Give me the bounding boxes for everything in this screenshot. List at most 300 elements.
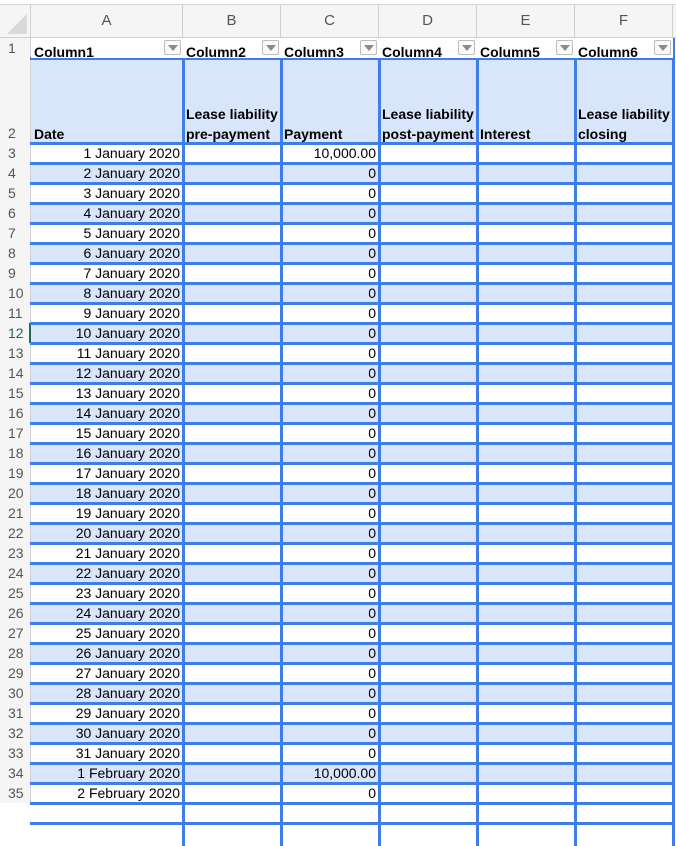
empty-cell[interactable] xyxy=(575,443,673,463)
table-gridline xyxy=(672,38,675,846)
empty-cell[interactable] xyxy=(477,323,575,343)
table-gridline xyxy=(30,522,675,525)
empty-cell[interactable] xyxy=(477,583,575,603)
empty-cell[interactable] xyxy=(379,323,477,343)
date-cell[interactable]: 29 January 2020 xyxy=(31,703,183,723)
empty-cell[interactable] xyxy=(183,463,281,483)
empty-cell[interactable] xyxy=(477,223,575,243)
date-cell[interactable]: 18 January 2020 xyxy=(31,483,183,503)
empty-cell[interactable] xyxy=(477,423,575,443)
empty-cell[interactable] xyxy=(379,263,477,283)
empty-cell[interactable] xyxy=(575,183,673,203)
empty-cell[interactable] xyxy=(575,523,673,543)
payment-cell[interactable]: 0 xyxy=(281,483,379,503)
table-header-label: Column5 xyxy=(480,44,540,58)
table-header-label: Column3 xyxy=(284,44,344,58)
field-label-cell[interactable] xyxy=(281,58,379,143)
field-label-cell[interactable] xyxy=(477,58,575,143)
payment-cell[interactable]: 0 xyxy=(281,323,379,343)
empty-cell[interactable] xyxy=(575,663,673,683)
empty-cell[interactable] xyxy=(379,203,477,223)
row-header[interactable]: 25 xyxy=(0,583,31,603)
empty-cell[interactable] xyxy=(575,623,673,643)
empty-cell[interactable] xyxy=(379,563,477,583)
payment-cell[interactable]: 0 xyxy=(281,683,379,703)
empty-cell[interactable] xyxy=(379,623,477,643)
date-cell[interactable]: 15 January 2020 xyxy=(31,423,183,443)
table-gridline xyxy=(30,722,675,725)
empty-cell[interactable] xyxy=(379,603,477,623)
date-cell[interactable]: 8 January 2020 xyxy=(31,283,183,303)
row-header[interactable]: 2 xyxy=(0,58,31,143)
row-header[interactable]: 35 xyxy=(0,783,31,803)
table-gridline xyxy=(30,742,675,745)
empty-cell[interactable] xyxy=(477,763,575,783)
table-header-cell[interactable] xyxy=(379,38,477,58)
select-all-triangle-icon xyxy=(7,14,27,34)
empty-cell[interactable] xyxy=(379,723,477,743)
payment-cell[interactable]: 0 xyxy=(281,283,379,303)
empty-cell[interactable] xyxy=(575,563,673,583)
empty-cell[interactable] xyxy=(575,763,673,783)
table-gridline xyxy=(182,38,185,846)
row-header[interactable]: 33 xyxy=(0,743,31,763)
empty-cell[interactable] xyxy=(379,303,477,323)
empty-cell[interactable] xyxy=(477,703,575,723)
table-header-cell[interactable] xyxy=(575,38,673,58)
empty-cell[interactable] xyxy=(477,283,575,303)
table-gridline xyxy=(30,582,675,585)
empty-cell[interactable] xyxy=(379,363,477,383)
empty-cell[interactable] xyxy=(477,663,575,683)
payment-cell[interactable]: 0 xyxy=(281,743,379,763)
date-cell[interactable]: 21 January 2020 xyxy=(31,543,183,563)
date-cell[interactable]: 4 January 2020 xyxy=(31,203,183,223)
empty-cell[interactable] xyxy=(379,503,477,523)
payment-cell[interactable]: 0 xyxy=(281,603,379,623)
payment-cell[interactable]: 0 xyxy=(281,183,379,203)
empty-cell[interactable] xyxy=(379,683,477,703)
table-header-label: Column4 xyxy=(382,44,442,58)
date-cell[interactable]: 3 January 2020 xyxy=(31,183,183,203)
row-header[interactable]: 29 xyxy=(0,663,31,683)
empty-cell[interactable] xyxy=(477,683,575,703)
row-header[interactable]: 19 xyxy=(0,463,31,483)
empty-cell[interactable] xyxy=(183,203,281,223)
empty-cell[interactable] xyxy=(477,543,575,563)
field-label-cell[interactable] xyxy=(183,58,281,143)
empty-cell[interactable] xyxy=(575,363,673,383)
empty-cell[interactable] xyxy=(183,483,281,503)
empty-cell[interactable] xyxy=(575,243,673,263)
column-header-d[interactable]: D xyxy=(379,5,477,37)
payment-cell[interactable]: 0 xyxy=(281,643,379,663)
empty-cell[interactable] xyxy=(183,243,281,263)
empty-cell[interactable] xyxy=(575,703,673,723)
table-gridline xyxy=(30,782,675,785)
empty-cell[interactable] xyxy=(379,403,477,423)
empty-cell[interactable] xyxy=(477,383,575,403)
empty-cell[interactable] xyxy=(477,743,575,763)
row-header[interactable]: 7 xyxy=(0,223,31,243)
empty-cell[interactable] xyxy=(575,283,673,303)
empty-cell[interactable] xyxy=(183,443,281,463)
empty-cell[interactable] xyxy=(183,283,281,303)
column-header-a[interactable]: A xyxy=(31,5,183,37)
empty-cell[interactable] xyxy=(379,183,477,203)
payment-cell[interactable]: 0 xyxy=(281,423,379,443)
empty-cell[interactable] xyxy=(575,203,673,223)
table-gridline xyxy=(30,802,675,805)
empty-cell[interactable] xyxy=(477,203,575,223)
payment-cell[interactable]: 0 xyxy=(281,383,379,403)
date-cell[interactable]: 31 January 2020 xyxy=(31,743,183,763)
empty-cell[interactable] xyxy=(575,383,673,403)
empty-cell[interactable] xyxy=(379,143,477,163)
empty-cell[interactable] xyxy=(477,183,575,203)
empty-cell[interactable] xyxy=(183,403,281,423)
payment-cell[interactable]: 0 xyxy=(281,363,379,383)
field-label-cell[interactable] xyxy=(575,58,673,143)
empty-cell[interactable] xyxy=(379,223,477,243)
empty-cell[interactable] xyxy=(379,383,477,403)
empty-cell[interactable] xyxy=(477,463,575,483)
table-gridline xyxy=(30,262,675,265)
payment-cell[interactable]: 0 xyxy=(281,343,379,363)
table-gridline xyxy=(30,402,675,405)
empty-cell[interactable] xyxy=(477,783,575,803)
date-cell[interactable]: 9 January 2020 xyxy=(31,303,183,323)
payment-cell[interactable]: 0 xyxy=(281,523,379,543)
date-cell[interactable]: 27 January 2020 xyxy=(31,663,183,683)
payment-cell[interactable]: 10,000.00 xyxy=(281,763,379,783)
payment-cell[interactable]: 0 xyxy=(281,663,379,683)
table-gridline xyxy=(30,362,675,365)
empty-cell[interactable] xyxy=(575,603,673,623)
empty-cell[interactable] xyxy=(575,683,673,703)
table-header-cell[interactable] xyxy=(183,38,281,58)
empty-cell[interactable] xyxy=(477,623,575,643)
row-header[interactable]: 17 xyxy=(0,423,31,443)
empty-cell[interactable] xyxy=(379,163,477,183)
row-header[interactable]: 12 xyxy=(0,323,31,343)
empty-cell[interactable] xyxy=(379,443,477,463)
empty-cell[interactable] xyxy=(183,783,281,803)
empty-cell[interactable] xyxy=(575,503,673,523)
empty-cell[interactable] xyxy=(575,463,673,483)
empty-cell[interactable] xyxy=(575,483,673,503)
filter-dropdown-icon[interactable] xyxy=(458,40,475,55)
table-gridline xyxy=(30,562,675,565)
empty-cell[interactable] xyxy=(183,683,281,703)
filter-dropdown-icon[interactable] xyxy=(164,40,181,55)
payment-cell[interactable]: 0 xyxy=(281,203,379,223)
empty-cell[interactable] xyxy=(477,263,575,283)
date-cell[interactable]: 26 January 2020 xyxy=(31,643,183,663)
table-gridline xyxy=(30,222,675,225)
row-header[interactable]: 10 xyxy=(0,283,31,303)
table-gridline xyxy=(30,702,675,705)
empty-cell[interactable] xyxy=(183,163,281,183)
empty-cell[interactable] xyxy=(575,263,673,283)
empty-cell[interactable] xyxy=(477,643,575,663)
empty-cell[interactable] xyxy=(183,223,281,243)
empty-cell[interactable] xyxy=(575,583,673,603)
row-header[interactable]: 13 xyxy=(0,343,31,363)
empty-cell[interactable] xyxy=(379,463,477,483)
date-cell[interactable]: 24 January 2020 xyxy=(31,603,183,623)
row-header[interactable]: 32 xyxy=(0,723,31,743)
field-label-cell[interactable] xyxy=(379,58,477,143)
empty-cell[interactable] xyxy=(379,743,477,763)
row-header[interactable]: 23 xyxy=(0,543,31,563)
table-gridline xyxy=(30,442,675,445)
date-cell[interactable]: 11 January 2020 xyxy=(31,343,183,363)
empty-cell[interactable] xyxy=(575,743,673,763)
date-cell[interactable]: 5 January 2020 xyxy=(31,223,183,243)
row-header[interactable]: 18 xyxy=(0,443,31,463)
payment-cell[interactable]: 0 xyxy=(281,623,379,643)
row-header[interactable]: 16 xyxy=(0,403,31,423)
date-cell[interactable]: 1 February 2020 xyxy=(31,763,183,783)
table-header-label: Column6 xyxy=(578,44,638,58)
table-gridline xyxy=(280,38,283,846)
table-gridline xyxy=(30,422,675,425)
table-gridline xyxy=(30,142,675,145)
date-cell[interactable]: 17 January 2020 xyxy=(31,463,183,483)
empty-cell[interactable] xyxy=(477,363,575,383)
empty-cell[interactable] xyxy=(575,143,673,163)
empty-cell[interactable] xyxy=(575,723,673,743)
empty-cell[interactable] xyxy=(477,163,575,183)
empty-cell[interactable] xyxy=(183,183,281,203)
row-header[interactable]: 22 xyxy=(0,523,31,543)
table-header-cell[interactable] xyxy=(477,38,575,58)
empty-cell[interactable] xyxy=(575,403,673,423)
payment-cell[interactable]: 0 xyxy=(281,583,379,603)
row-header[interactable]: 1 xyxy=(0,38,31,58)
row-header[interactable]: 24 xyxy=(0,563,31,583)
empty-cell[interactable] xyxy=(183,143,281,163)
empty-cell[interactable] xyxy=(575,783,673,803)
date-cell[interactable]: 6 January 2020 xyxy=(31,243,183,263)
empty-cell[interactable] xyxy=(477,443,575,463)
payment-cell[interactable]: 0 xyxy=(281,443,379,463)
empty-cell[interactable] xyxy=(183,323,281,343)
empty-cell[interactable] xyxy=(575,323,673,343)
row-header[interactable]: 27 xyxy=(0,623,31,643)
date-cell[interactable]: 7 January 2020 xyxy=(31,263,183,283)
date-cell[interactable]: 23 January 2020 xyxy=(31,583,183,603)
column-header-b[interactable]: B xyxy=(183,5,281,37)
empty-cell[interactable] xyxy=(477,603,575,623)
filter-dropdown-icon[interactable] xyxy=(262,40,279,55)
filter-dropdown-icon[interactable] xyxy=(360,40,377,55)
empty-cell[interactable] xyxy=(183,343,281,363)
row-header[interactable]: 5 xyxy=(0,183,31,203)
table-gridline xyxy=(30,762,675,765)
table-header-cell[interactable] xyxy=(281,38,379,58)
empty-cell[interactable] xyxy=(477,143,575,163)
empty-cell[interactable] xyxy=(477,243,575,263)
table-gridline xyxy=(30,662,675,665)
payment-cell[interactable]: 0 xyxy=(281,403,379,423)
field-label: Lease liability pre-payment xyxy=(186,106,278,142)
payment-cell[interactable]: 0 xyxy=(281,783,379,803)
row-header[interactable]: 21 xyxy=(0,503,31,523)
date-cell[interactable]: 2 February 2020 xyxy=(31,783,183,803)
date-cell[interactable]: 28 January 2020 xyxy=(31,683,183,703)
row-header[interactable]: 6 xyxy=(0,203,31,223)
row-header[interactable]: 20 xyxy=(0,483,31,503)
empty-cell[interactable] xyxy=(379,243,477,263)
empty-cell[interactable] xyxy=(183,703,281,723)
empty-cell[interactable] xyxy=(183,763,281,783)
payment-cell[interactable]: 0 xyxy=(281,503,379,523)
payment-cell[interactable]: 0 xyxy=(281,243,379,263)
empty-cell[interactable] xyxy=(379,663,477,683)
empty-cell[interactable] xyxy=(477,303,575,323)
empty-cell[interactable] xyxy=(183,423,281,443)
empty-cell[interactable] xyxy=(379,703,477,723)
table-gridline xyxy=(30,482,675,485)
field-label: Lease liability post-payment xyxy=(382,106,474,142)
date-cell[interactable]: 2 January 2020 xyxy=(31,163,183,183)
empty-cell[interactable] xyxy=(379,783,477,803)
column-header-bar xyxy=(0,5,676,38)
select-all-corner[interactable] xyxy=(0,5,31,37)
payment-cell[interactable]: 0 xyxy=(281,223,379,243)
date-cell[interactable]: 10 January 2020 xyxy=(31,323,183,343)
empty-cell[interactable] xyxy=(183,503,281,523)
table-header-cell[interactable] xyxy=(31,38,183,58)
date-cell[interactable]: 20 January 2020 xyxy=(31,523,183,543)
date-cell[interactable]: 22 January 2020 xyxy=(31,563,183,583)
payment-cell[interactable]: 0 xyxy=(281,163,379,183)
row-header[interactable]: 9 xyxy=(0,263,31,283)
empty-cell[interactable] xyxy=(183,303,281,323)
field-label: Payment xyxy=(284,126,343,142)
empty-cell[interactable] xyxy=(379,543,477,563)
empty-cell[interactable] xyxy=(575,163,673,183)
payment-cell[interactable]: 0 xyxy=(281,463,379,483)
table-gridline xyxy=(30,642,675,645)
row-header[interactable]: 28 xyxy=(0,643,31,663)
row-header[interactable]: 30 xyxy=(0,683,31,703)
empty-cell[interactable] xyxy=(575,223,673,243)
empty-cell[interactable] xyxy=(183,263,281,283)
empty-cell[interactable] xyxy=(183,603,281,623)
field-label: Interest xyxy=(480,126,531,142)
empty-cell[interactable] xyxy=(183,723,281,743)
date-cell[interactable]: 25 January 2020 xyxy=(31,623,183,643)
row-header[interactable]: 15 xyxy=(0,383,31,403)
empty-cell[interactable] xyxy=(183,643,281,663)
column-header-f[interactable]: F xyxy=(575,5,673,37)
column-header-c[interactable]: C xyxy=(281,5,379,37)
empty-cell[interactable] xyxy=(379,583,477,603)
empty-cell[interactable] xyxy=(183,563,281,583)
empty-cell[interactable] xyxy=(477,343,575,363)
empty-cell[interactable] xyxy=(477,523,575,543)
empty-cell[interactable] xyxy=(183,583,281,603)
table-gridline xyxy=(30,622,675,625)
date-cell[interactable]: 30 January 2020 xyxy=(31,723,183,743)
payment-cell[interactable]: 0 xyxy=(281,303,379,323)
payment-cell[interactable]: 10,000.00 xyxy=(281,143,379,163)
date-cell[interactable]: 1 January 2020 xyxy=(31,143,183,163)
table-gridline xyxy=(30,462,675,465)
empty-cell[interactable] xyxy=(183,383,281,403)
empty-cell[interactable] xyxy=(477,403,575,423)
table-gridline xyxy=(30,602,675,605)
date-cell[interactable]: 12 January 2020 xyxy=(31,363,183,383)
table-gridline xyxy=(30,822,675,825)
field-label: Date xyxy=(34,126,65,142)
empty-cell[interactable] xyxy=(477,503,575,523)
empty-cell[interactable] xyxy=(183,623,281,643)
date-cell[interactable]: 14 January 2020 xyxy=(31,403,183,423)
table-gridline xyxy=(476,38,479,846)
table-gridline xyxy=(30,342,675,345)
row-header[interactable]: 34 xyxy=(0,763,31,783)
payment-cell[interactable]: 0 xyxy=(281,703,379,723)
field-label-cell[interactable] xyxy=(31,58,183,143)
empty-cell[interactable] xyxy=(183,743,281,763)
row-header[interactable]: 31 xyxy=(0,703,31,723)
empty-cell[interactable] xyxy=(183,523,281,543)
empty-cell[interactable] xyxy=(379,763,477,783)
empty-cell[interactable] xyxy=(183,543,281,563)
empty-cell[interactable] xyxy=(575,543,673,563)
empty-cell[interactable] xyxy=(379,643,477,663)
row-header[interactable]: 26 xyxy=(0,603,31,623)
empty-cell[interactable] xyxy=(575,343,673,363)
empty-cell[interactable] xyxy=(477,483,575,503)
row-header[interactable]: 3 xyxy=(0,143,31,163)
date-cell[interactable]: 13 January 2020 xyxy=(31,383,183,403)
empty-cell[interactable] xyxy=(379,423,477,443)
table-gridline xyxy=(30,302,675,305)
empty-cell[interactable] xyxy=(379,483,477,503)
empty-cell[interactable] xyxy=(575,643,673,663)
payment-cell[interactable]: 0 xyxy=(281,263,379,283)
empty-cell[interactable] xyxy=(477,563,575,583)
empty-cell[interactable] xyxy=(183,663,281,683)
column-header-e[interactable]: E xyxy=(477,5,575,37)
row-header[interactable]: 14 xyxy=(0,363,31,383)
row-header[interactable]: 8 xyxy=(0,243,31,263)
empty-cell[interactable] xyxy=(575,423,673,443)
date-cell[interactable]: 16 January 2020 xyxy=(31,443,183,463)
empty-cell[interactable] xyxy=(379,283,477,303)
payment-cell[interactable]: 0 xyxy=(281,723,379,743)
empty-cell[interactable] xyxy=(183,363,281,383)
row-header[interactable]: 11 xyxy=(0,303,31,323)
table-gridline xyxy=(30,282,675,285)
filter-dropdown-icon[interactable] xyxy=(654,40,671,55)
empty-cell[interactable] xyxy=(477,723,575,743)
payment-cell[interactable]: 0 xyxy=(281,563,379,583)
empty-cell[interactable] xyxy=(379,523,477,543)
payment-cell[interactable]: 0 xyxy=(281,543,379,563)
date-cell[interactable]: 19 January 2020 xyxy=(31,503,183,523)
table-gridline xyxy=(30,202,675,205)
filter-dropdown-icon[interactable] xyxy=(556,40,573,55)
empty-cell[interactable] xyxy=(379,343,477,363)
row-header[interactable]: 4 xyxy=(0,163,31,183)
empty-cell[interactable] xyxy=(575,303,673,323)
